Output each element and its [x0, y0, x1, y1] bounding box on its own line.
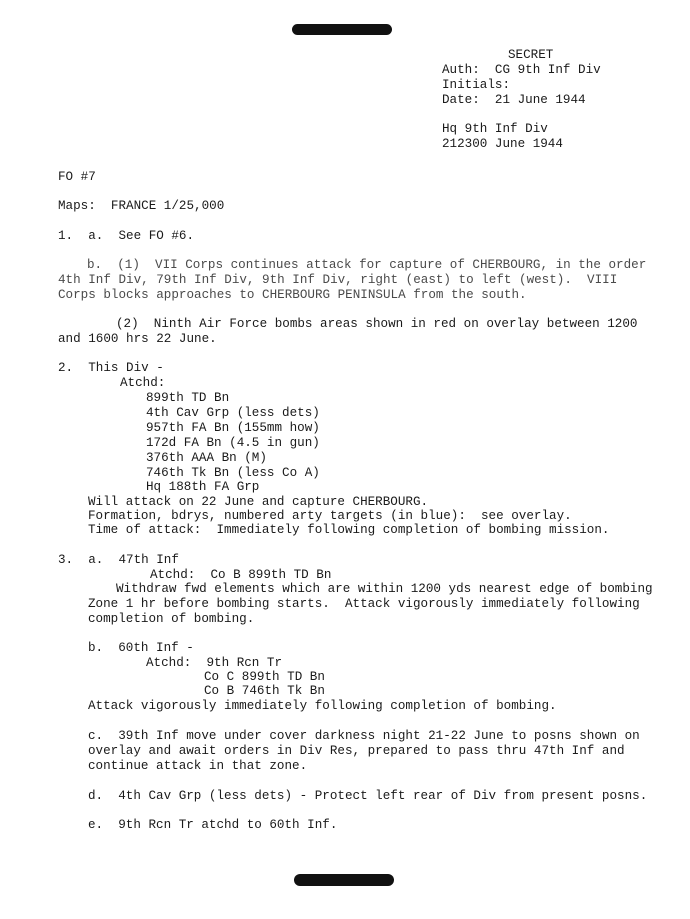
para-3a-line1: Withdraw fwd elements which are within 1200 yds nearest edge of bombing	[116, 582, 653, 596]
para-1a: 1. a. See FO #6.	[58, 229, 195, 243]
para-3b-unit: Co B 746th Tk Bn	[204, 684, 325, 698]
para-3c-line2: overlay and await orders in Div Res, prepared to pass thru 47th Inf and	[88, 744, 625, 758]
para-1b2-line2: and 1600 hrs 22 June.	[58, 332, 217, 346]
para-1b1-line3: Corps blocks approaches to CHERBOURG PENINSULA from the south.	[58, 288, 527, 302]
redaction-mark-bottom	[294, 874, 394, 886]
date-line: Date: 21 June 1944	[442, 93, 586, 107]
redaction-mark-top	[292, 24, 392, 35]
para-3c-line3: continue attack in that zone.	[88, 759, 308, 773]
para-3b-line1: Attack vigorously immediately following completion of bombing.	[88, 699, 557, 713]
para-2-line3: Time of attack: Immediately following completion of bombing mission.	[88, 523, 610, 537]
para-3e: e. 9th Rcn Tr atchd to 60th Inf.	[88, 818, 338, 832]
field-order-number: FO #7	[58, 170, 96, 184]
attached-unit: 376th AAA Bn (M)	[146, 451, 267, 465]
para-3a-line3: completion of bombing.	[88, 612, 255, 626]
attached-unit: 4th Cav Grp (less dets)	[146, 406, 320, 420]
dtg-line: 212300 June 1944	[442, 137, 563, 151]
attached-unit: 957th FA Bn (155mm how)	[146, 421, 320, 435]
para-3a-atchd: Atchd: Co B 899th TD Bn	[150, 568, 332, 582]
maps-line: Maps: FRANCE 1/25,000	[58, 199, 225, 213]
classification-marking: SECRET	[508, 48, 554, 62]
attached-unit: 746th Tk Bn (less Co A)	[146, 466, 320, 480]
para-3a-line2: Zone 1 hr before bombing starts. Attack vigorously immediately following	[88, 597, 640, 611]
auth-line: Auth: CG 9th Inf Div	[442, 63, 601, 77]
para-2-atchd-label: Atchd:	[120, 376, 166, 390]
attached-unit: 899th TD Bn	[146, 391, 230, 405]
para-3d: d. 4th Cav Grp (less dets) - Protect left rear of Div from present posns.	[88, 789, 648, 803]
para-3b-title: b. 60th Inf -	[88, 641, 194, 655]
para-2-line1: Will attack on 22 June and capture CHERBOURG.	[88, 495, 429, 509]
para-1b1-line1: b. (1) VII Corps continues attack for capture of CHERBOURG, in the order	[87, 258, 647, 272]
para-3b-unit: Co C 899th TD Bn	[204, 670, 325, 684]
attached-unit: 172d FA Bn (4.5 in gun)	[146, 436, 320, 450]
hq-line: Hq 9th Inf Div	[442, 122, 548, 136]
para-1b1-line2: 4th Inf Div, 79th Inf Div, 9th Inf Div, right (east) to left (west). VIII	[58, 273, 618, 287]
para-2-title: 2. This Div -	[58, 361, 164, 375]
attached-unit: Hq 188th FA Grp	[146, 480, 260, 494]
initials-line: Initials:	[442, 78, 511, 92]
para-3a-title: 3. a. 47th Inf	[58, 553, 179, 567]
para-1b2-line1: (2) Ninth Air Force bombs areas shown in red on overlay between 1200	[116, 317, 638, 331]
para-3c-line1: c. 39th Inf move under cover darkness night 21-22 June to posns shown on	[88, 729, 640, 743]
para-3b-atchd: Atchd: 9th Rcn Tr	[146, 656, 283, 670]
para-2-line2: Formation, bdrys, numbered arty targets (in blue): see overlay.	[88, 509, 572, 523]
